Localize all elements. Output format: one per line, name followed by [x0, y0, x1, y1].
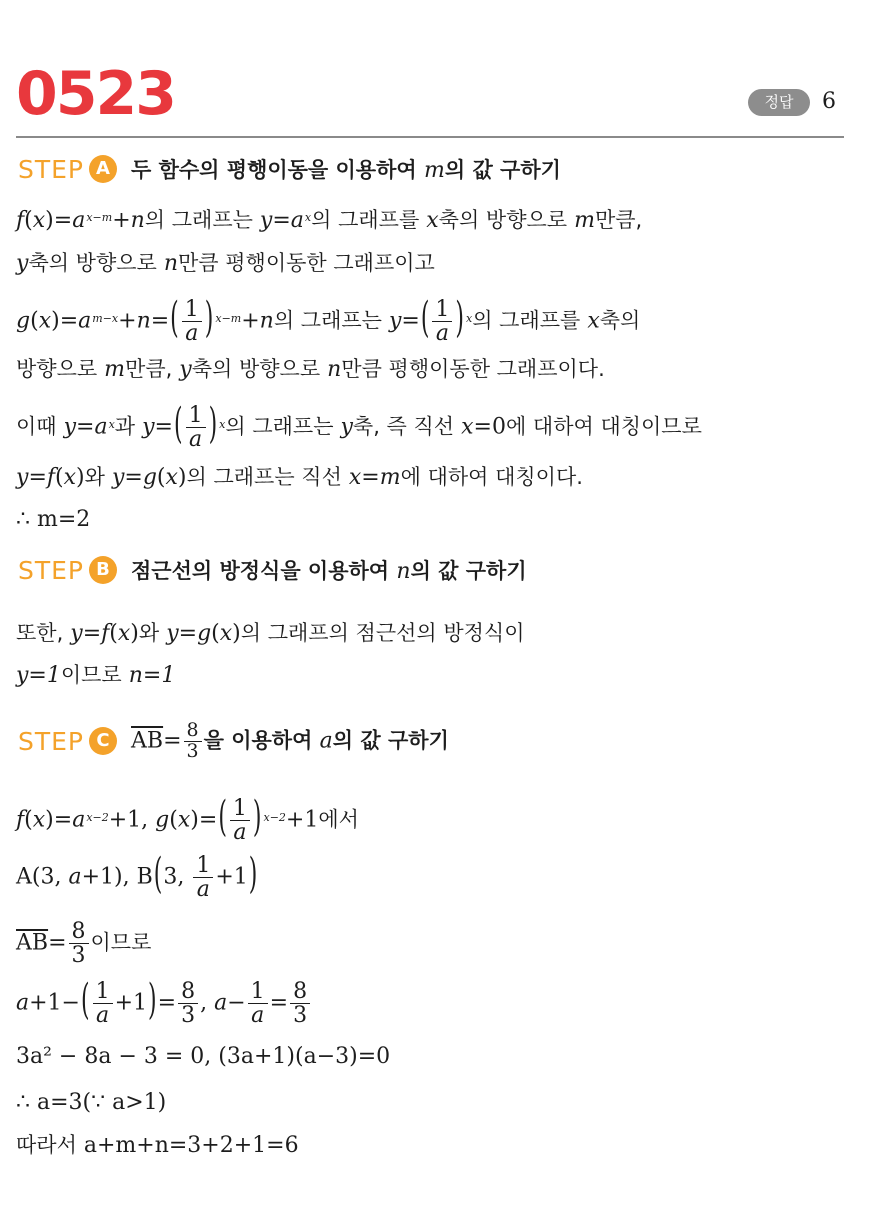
step-a-heading — [18, 152, 561, 186]
step-a-line-4: 방향으로 m만큼, y축의 방향으로 n만큼 평행이동한 그래프이다. — [16, 357, 605, 382]
step-title: 두 함수의 평행이동을 이용하여 m의 값 구하기 — [131, 158, 561, 183]
step-c-line-4: a+1−( $\frac{1}{a}$ +1)= $\frac{8}{3}$ , a− $\frac{1}{a}$ = $\frac{8}{3}$ — [16, 980, 312, 1027]
step-label: STEP — [18, 555, 85, 585]
step-a-conclusion: ∴ m=2 — [16, 507, 91, 532]
step-c-line-1: $f(x)=a^{x-2}+1$, g(x)=( $\frac{1}{a}$ ) $^{x-2}$+1에서 — [16, 793, 359, 846]
step-a-line-3: $g(x)=a^{m-x}+n=$( $\frac{1}{a}$ ) $^{x-m}$+n의 그래프는 y=( $\frac{1}{a}$ ) $^x$의 그래프를 x축의 — [16, 294, 641, 347]
step-c-line-2: A(3, a+1), B(3, $\frac{1}{a}$ +1) — [16, 850, 258, 903]
step-b-line-2: y=1이므로 n=1 — [16, 663, 176, 688]
step-title: $\overline{AB}=$ $\frac{8}{3}$ 을 이용하여 a의 값 구하기 — [131, 718, 449, 762]
step-b-line-1: 또한, y=f(x)와 y=g(x)의 그래프의 점근선의 방정식이 — [16, 621, 525, 646]
step-a-line-1: $f(x)=a^{x-m}+n$의 그래프는 $y=a^x$의 그래프를 x축의 방향으로 m만큼, — [16, 208, 643, 233]
step-letter-badge: B — [89, 556, 117, 584]
step-a-line-6: y=f(x)와 y=g(x)의 그래프는 직선 x=m에 대하여 대칭이다. — [16, 465, 583, 490]
step-a-line-5: 이때 $y=a^x$과 y=( $\frac{1}{a}$ ) $^x$의 그래프는 y축, 즉 직선 x=0에 대하여 대칭이므로 — [16, 400, 702, 453]
step-c-heading — [18, 718, 449, 762]
header-divider — [16, 136, 844, 138]
answer-value: 6 — [822, 89, 836, 114]
step-c-final: 따라서 a+m+n=3+2+1=6 — [16, 1133, 299, 1158]
step-b-heading — [18, 553, 527, 587]
answer-badge: 정답 — [748, 89, 810, 116]
step-label: STEP — [18, 154, 85, 184]
problem-number: 0523 — [16, 59, 175, 129]
step-c-line-5: 3a² − 8a − 3 = 0, (3a+1)(a−3)=0 — [16, 1044, 391, 1069]
step-a-line-2: y축의 방향으로 n만큼 평행이동한 그래프이고 — [16, 251, 435, 276]
step-title: 점근선의 방정식을 이용하여 n의 값 구하기 — [131, 559, 527, 584]
step-label: STEP — [18, 726, 85, 756]
step-letter-badge: C — [89, 727, 117, 755]
step-c-line-6: ∴ a=3(∵ a>1) — [16, 1090, 167, 1115]
step-letter-badge: A — [89, 155, 117, 183]
step-c-line-3: $\overline{AB}=$ $\frac{8}{3}$ 이므로 — [16, 919, 152, 969]
